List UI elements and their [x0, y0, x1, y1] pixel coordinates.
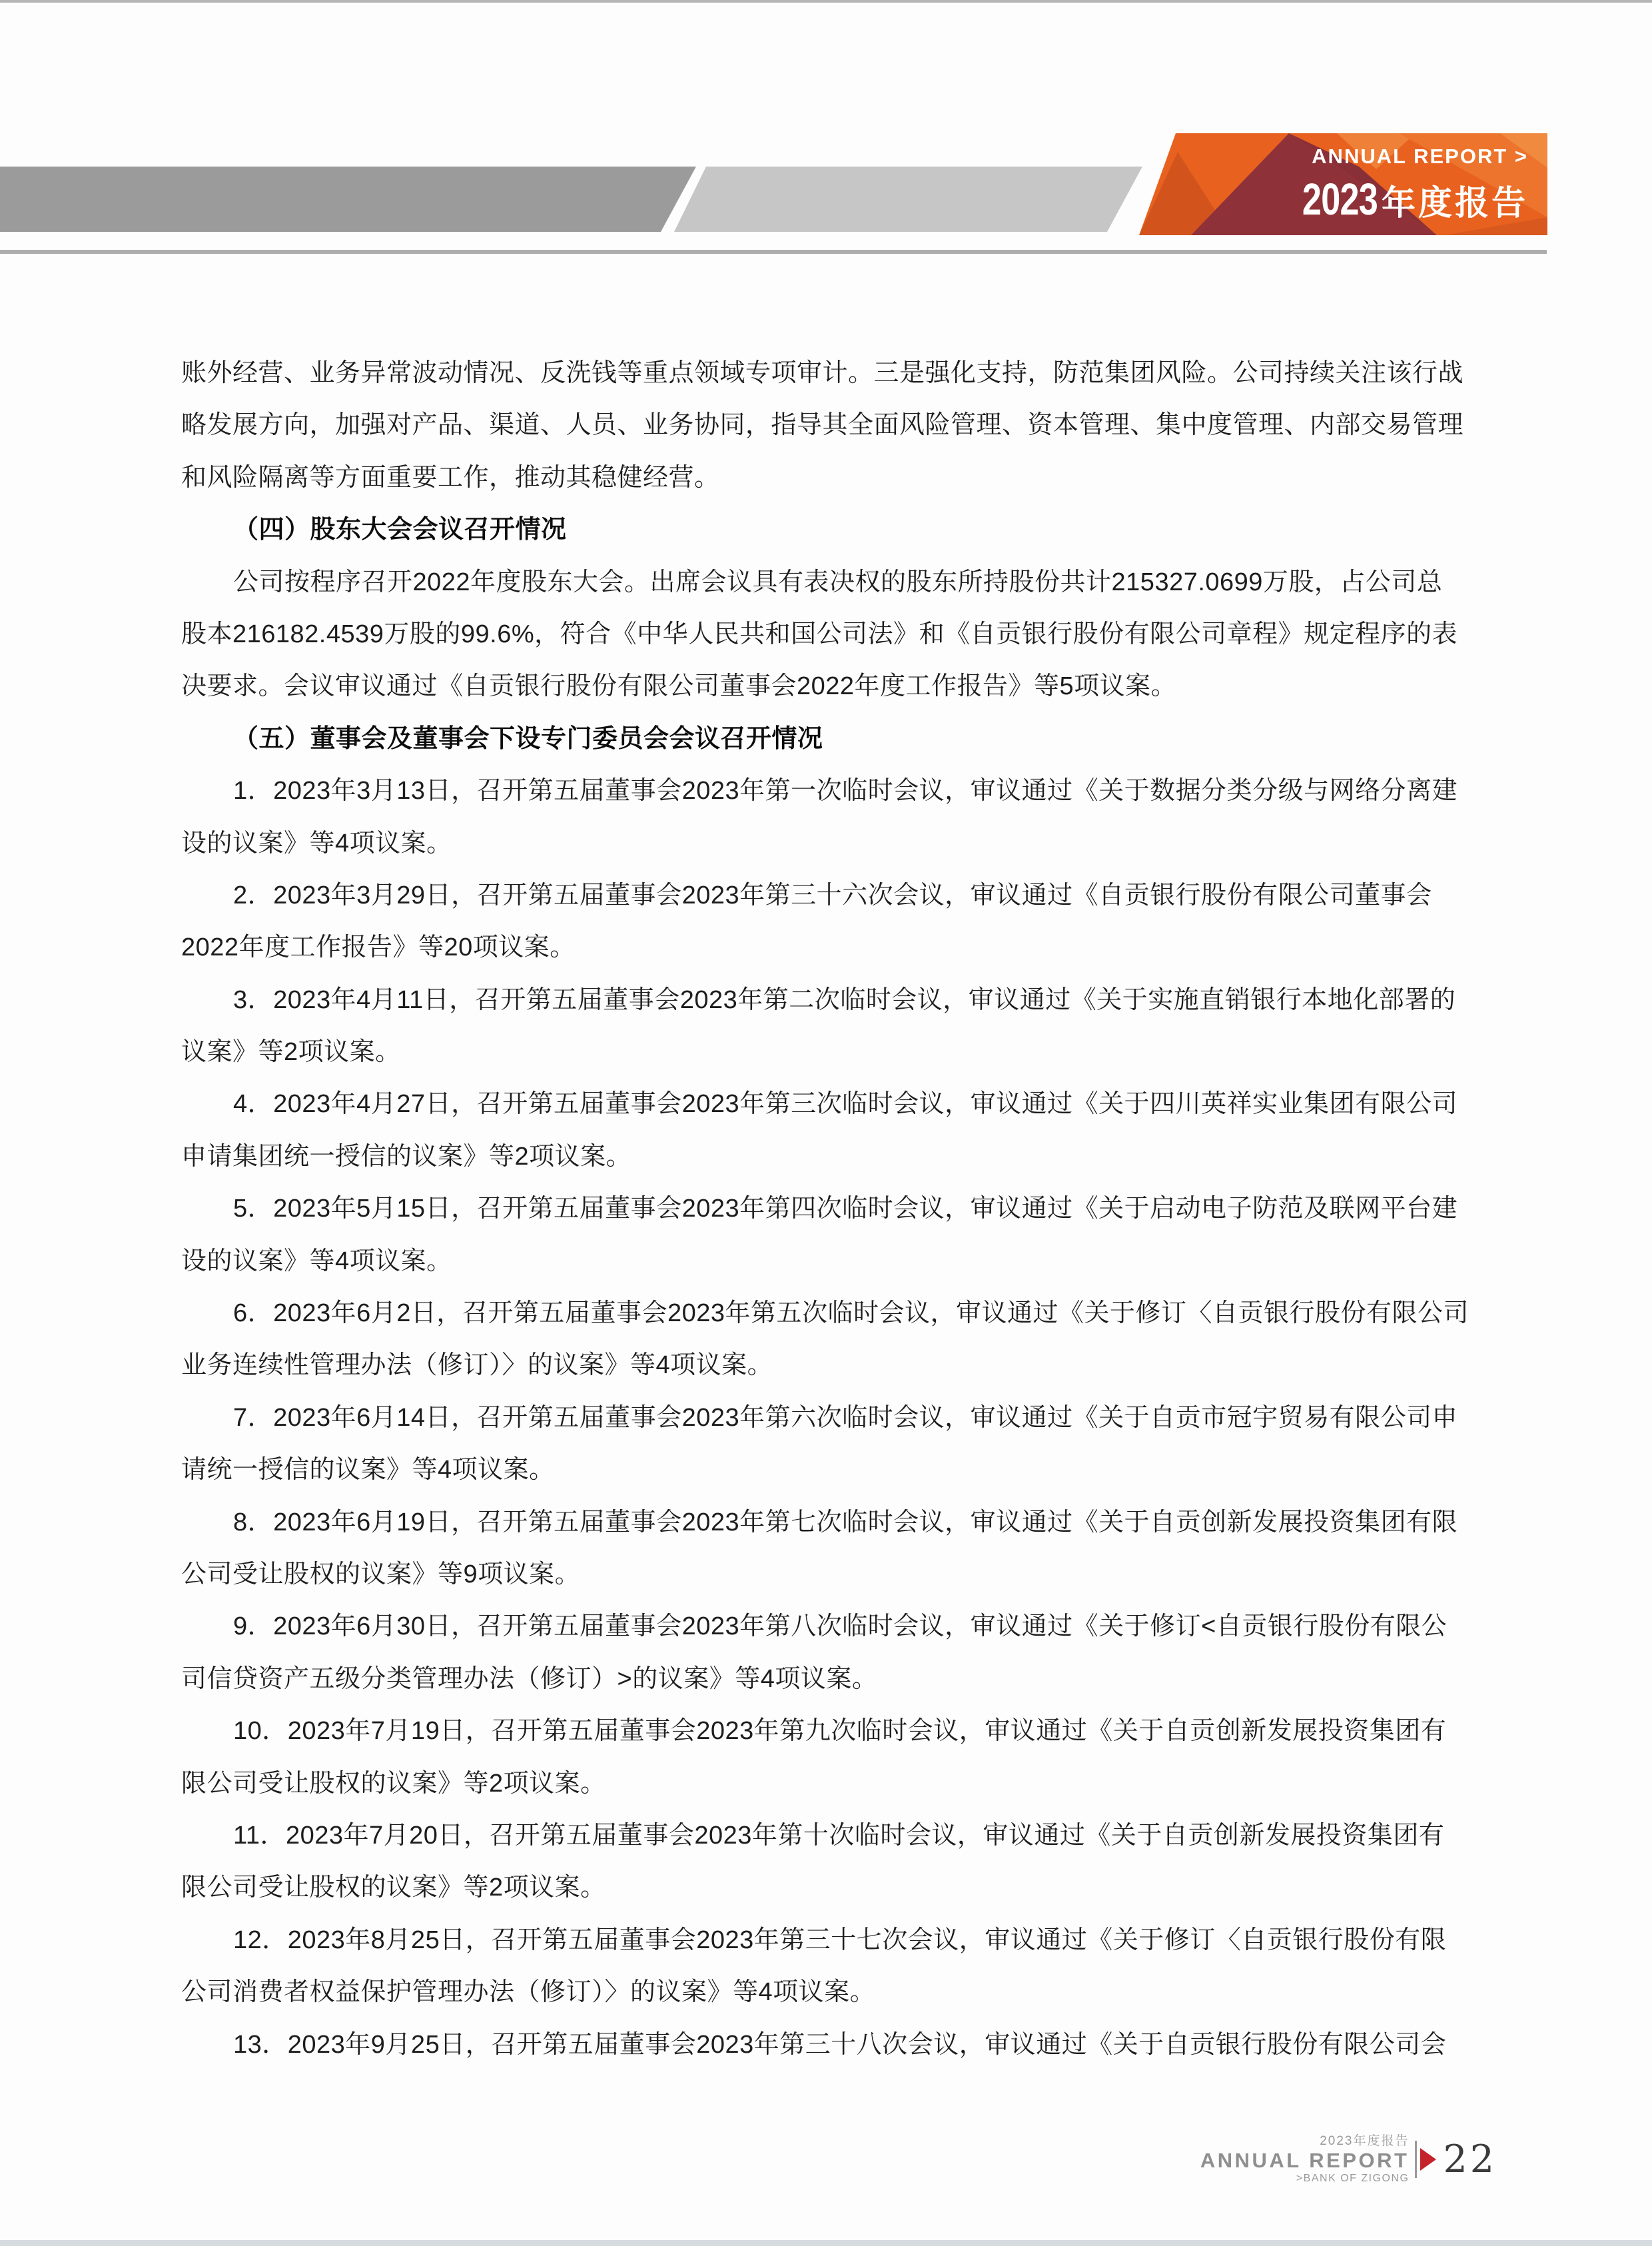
body-line: 公司受让股权的议案》等9项议案。	[181, 1560, 581, 1588]
body-line: 业务连续性管理办法（修订）〉的议案》等4项议案。	[181, 1351, 773, 1380]
section-heading-line: （四）股东大会会议召开情况	[233, 516, 567, 544]
body-line: 申请集团统一授信的议案》等2项议案。	[181, 1142, 632, 1171]
body-line: 5．2023年5月15日，召开第五届董事会2023年第四次临时会议，审议通过《关于启动电子防范及联网平台建	[233, 1195, 1458, 1223]
body-line: 3．2023年4月11日，召开第五届董事会2023年第二次临时会议，审议通过《关于实施直销银行本地化部署的	[233, 985, 1456, 1014]
body-line: 设的议案》等4项议案。	[181, 829, 452, 857]
header-year-title	[1281, 174, 1528, 225]
header-title-cjk: 年度报告	[1381, 183, 1528, 222]
body-line: 限公司受让股权的议案》等2项议案。	[181, 1769, 606, 1798]
header-title-year: 2023	[1302, 174, 1378, 225]
body-line: 公司消费者权益保护管理办法（修订）〉的议案》等4项议案。	[181, 1978, 876, 2007]
body-line: 议案》等2项议案。	[181, 1038, 401, 1067]
body-text	[181, 347, 1467, 2071]
footer-report-title-en: ANNUAL REPORT	[1200, 2149, 1410, 2172]
body-line: 1．2023年3月13日，召开第五届董事会2023年第一次临时会议，审议通过《关于数据分类分级与网络分离建	[233, 777, 1458, 806]
body-line: 略发展方向，加强对产品、渠道、人员、业务协同，指导其全面风险管理、资本管理、集中度管理、内部交易管理	[181, 411, 1464, 440]
body-line: 设的议案》等4项议案。	[181, 1247, 452, 1275]
section-heading-line: （五）董事会及董事会下设专门委员会会议召开情况	[233, 724, 823, 753]
body-line: 10．2023年7月19日，召开第五届董事会2023年第九次临时会议，审议通过《关于自贡创新发展投资集团有	[233, 1717, 1447, 1746]
footer-title-block	[1200, 2135, 1410, 2184]
header-rule-line	[0, 250, 1547, 254]
footer-divider-bar	[1415, 2141, 1417, 2178]
header-annual-report-label: ANNUAL REPORT >	[1312, 144, 1528, 168]
header-band-dark-gray	[0, 167, 696, 232]
footer-arrow-icon	[1420, 2148, 1436, 2171]
header-banner-titles	[1102, 136, 1528, 233]
page-bottom-edge	[0, 2240, 1652, 2246]
body-line: 限公司受让股权的议案》等2项议案。	[181, 1874, 606, 1902]
body-line: 9．2023年6月30日，召开第五届董事会2023年第八次临时会议，审议通过《关于修订<自贡银行股份有限公	[233, 1612, 1447, 1641]
body-line: 13．2023年9月25日，召开第五届董事会2023年第三十八次会议，审议通过《关于自贡银行股份有限公司会	[233, 2030, 1447, 2059]
body-line: 8．2023年6月19日，召开第五届董事会2023年第七次临时会议，审议通过《关于自贡创新发展投资集团有限	[233, 1508, 1458, 1536]
body-line: 公司按程序召开2022年度股东大会。出席会议具有表决权的股东所持股份共计215327.0699万股，占公司总	[233, 568, 1443, 596]
body-line: 和风险隔离等方面重要工作，推动其稳健经营。	[181, 463, 720, 492]
footer-bank-name: >BANK OF ZIGONG	[1296, 2173, 1410, 2184]
body-line: 11．2023年7月20日，召开第五届董事会2023年第十次临时会议，审议通过《关于自贡创新发展投资集团有	[233, 1821, 1445, 1850]
page-number: 22	[1443, 2137, 1497, 2181]
body-line: 股本216182.4539万股的99.6%，符合《中华人民共和国公司法》和《自贡银行股份有限公司章程》规定程序的表	[181, 620, 1458, 648]
body-line: 6．2023年6月2日，召开第五届董事会2023年第五次临时会议，审议通过《关于修订〈自贡银行股份有限公司	[233, 1299, 1469, 1328]
body-line: 账外经营、业务异常波动情况、反洗钱等重点领域专项审计。三是强化支持，防范集团风险。公司持续关注该行战	[181, 359, 1464, 387]
body-line: 2．2023年3月29日，召开第五届董事会2023年第三十六次会议，审议通过《自贡银行股份有限公司董事会	[233, 881, 1432, 909]
page-footer	[1200, 2135, 1497, 2184]
body-line: 司信贷资产五级分类管理办法（修订）>的议案》等4项议案。	[181, 1664, 878, 1693]
footer-report-title-cjk: 2023年度报告	[1320, 2134, 1410, 2148]
body-line: 请统一授信的议案》等4项议案。	[181, 1456, 555, 1484]
body-line: 2022年度工作报告》等20项议案。	[181, 933, 576, 962]
header-band-light-gray	[674, 167, 1142, 232]
body-line: 决要求。会议审议通过《自贡银行股份有限公司董事会2022年度工作报告》等5项议案。	[181, 672, 1177, 701]
body-line: 7．2023年6月14日，召开第五届董事会2023年第六次临时会议，审议通过《关于自贡市冠宇贸易有限公司申	[233, 1403, 1458, 1432]
body-line: 4．2023年4月27日，召开第五届董事会2023年第三次临时会议，审议通过《关于四川英祥实业集团有限公司	[233, 1090, 1458, 1119]
body-line: 12．2023年8月25日，召开第五届董事会2023年第三十七次会议，审议通过《关于修订〈自贡银行股份有限	[233, 1926, 1447, 1954]
